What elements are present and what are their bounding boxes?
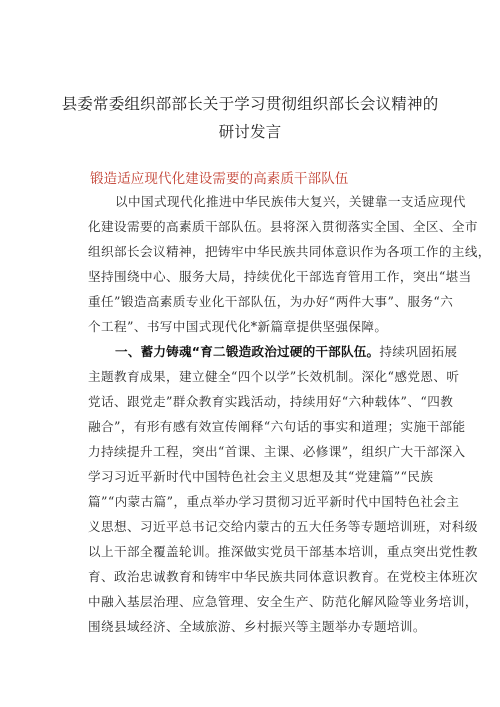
paragraph-2-line-2: 主题教育成果，建立健全“四个以学”长效机制。深化“感党恩、听 (88, 369, 460, 384)
paragraph-2-heading: 一、蓄力铸魂“育二锻造政治过硬的干部队伍。 (115, 344, 380, 359)
document-title-line-2: 研讨发言 (218, 123, 282, 141)
paragraph-1-line-3: 组织部长会议精神，把铸牢中华民族共同体意识作为各项工作的主线， (88, 244, 491, 259)
paragraph-2-line-4: 融合”，有形有感有效宣传阐释“六句话的事实和道理；实施干部能 (88, 419, 466, 434)
paragraph-2-line-1 (115, 341, 457, 360)
paragraph-2-line-9: 以上干部全覆盖轮训。推深做实党员干部基本培训，重点突出党性教 (88, 544, 478, 559)
section-subheading: 锻造适应现代化建设需要的高素质干部队伍 (90, 171, 349, 187)
paragraph-2-line-8: 义思想、习近平总书记交给内蒙古的五大任务等专题培训班，对科级 (88, 519, 478, 534)
paragraph-2-line-3: 党话、跟党走”群众教育实践活动，持续用好“六种载体”、“四教 (88, 394, 454, 409)
paragraph-2-line-11: 中融入基层治理、应急管理、安全生产、防范化解风险等业务培训， (88, 594, 478, 609)
document-title-line-1: 县委常委组织部部长关于学习贯彻组织部长会议精神的 (61, 95, 439, 113)
paragraph-2-line-7: 篇”“内蒙古篇”，重点举办学习贯彻习近平新时代中国特色社会主 (88, 494, 460, 509)
paragraph-1-line-1: 以中国式现代化推进中华民族伟大复兴，关键靠一支适应现代 (115, 194, 466, 209)
paragraph-1-line-5: 重任”锻造高素质专业化干部队伍，为办好“两件大事”、服务“六 (88, 294, 454, 309)
paragraph-2-line-6: 学习习近平新时代中国特色社会主义思想及其“党建篇”“民族 (88, 469, 434, 484)
paragraph-2-line-12: 围绕县域经济、全域旅游、乡村振兴等主题举办专题培训。 (88, 619, 426, 634)
paragraph-1-line-6: 个工程”、书写中国式现代化*新篇章提供坚强保障。 (88, 319, 388, 334)
paragraph-2-heading-tail: 持续巩固拓展 (379, 344, 458, 359)
paragraph-2-line-5: 力持续提升工程，突出“首课、主课、必修课”，组织广大干部深入 (88, 444, 466, 459)
paragraph-2-line-10: 育、政治忠诚教育和铸牢中华民族共同体意识教育。在党校主体班次 (88, 569, 478, 584)
paragraph-1-line-2: 化建设需要的高素质干部队伍。县将深入贯彻落实全国、全区、全市 (88, 219, 478, 234)
paragraph-1-line-4: 坚持围绕中心、服务大局，持续优化干部选育管用工作，突出“堪当 (88, 269, 472, 284)
